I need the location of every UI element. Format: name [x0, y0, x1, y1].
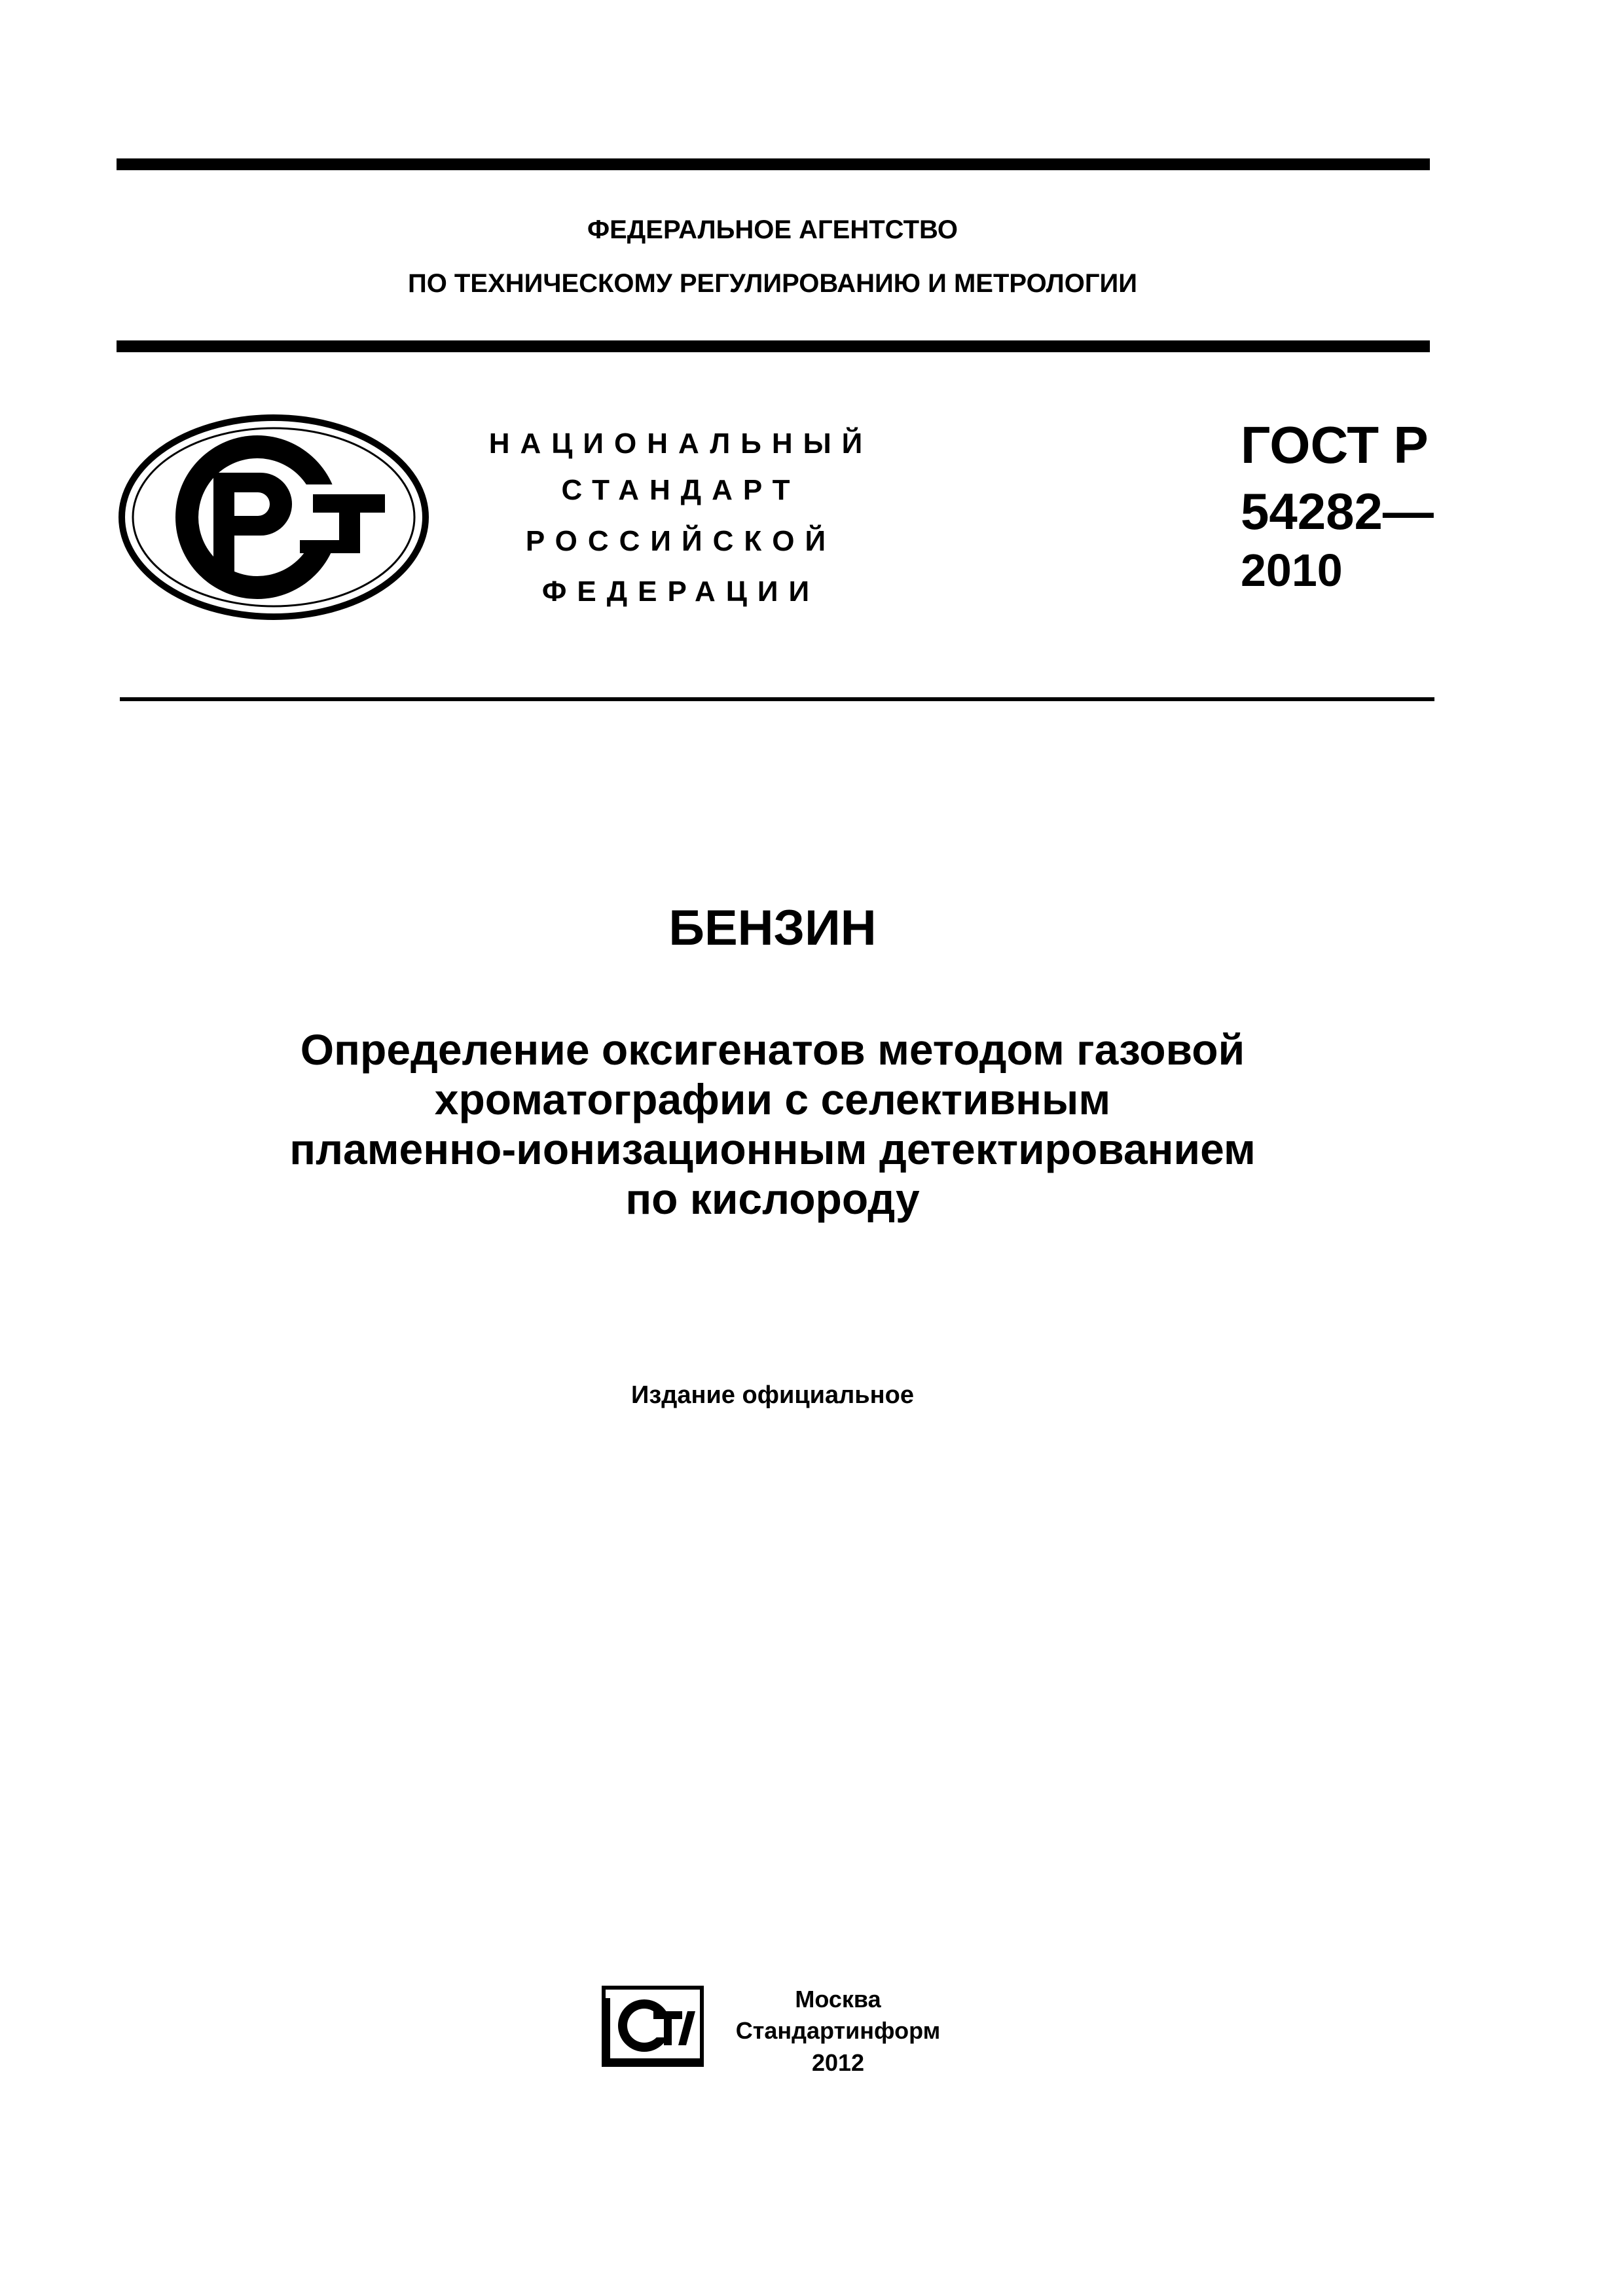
- standartinform-logo: [601, 1985, 706, 2069]
- gost-designation-number: 54282—: [1241, 483, 1434, 540]
- subtitle-line-1: Определение оксигенатов методом газовой: [300, 1025, 1245, 1074]
- gost-r-logo: [117, 412, 431, 622]
- document-subtitle: [0, 1025, 1545, 1224]
- document-title: БЕНЗИН: [668, 900, 877, 956]
- subtitle-line-3: пламенно-ионизационным детектированием: [289, 1125, 1256, 1173]
- national-line-3: РОССИЙСКОЙ: [525, 525, 837, 557]
- gost-r-mark-icon: [117, 412, 431, 622]
- national-line-1: НАЦИОНАЛЬНЫЙ: [488, 428, 873, 460]
- agency-bottom-rule: [117, 340, 1430, 352]
- subtitle-line-4: по кислороду: [625, 1175, 920, 1223]
- standard-block-bottom-rule: [120, 697, 1434, 701]
- national-line-2: СТАНДАРТ: [561, 474, 801, 506]
- publisher-city: Москва: [795, 1986, 881, 2013]
- national-line-4: ФЕДЕРАЦИИ: [541, 575, 820, 608]
- publisher-year: 2012: [811, 2049, 865, 2076]
- top-rule: [117, 158, 1430, 170]
- gost-designation-prefix: ГОСТ Р: [1241, 416, 1429, 474]
- agency-line-2: ПО ТЕХНИЧЕСКОМУ РЕГУЛИРОВАНИЮ И МЕТРОЛОГИИ: [407, 269, 1138, 298]
- publisher-name: Стандартинформ: [735, 2017, 941, 2044]
- subtitle-line-2: хроматографии с селективным: [434, 1075, 1111, 1123]
- edition-label: Издание официальное: [631, 1381, 914, 1409]
- agency-line-1: ФЕДЕРАЛЬНОЕ АГЕНТСТВО: [587, 215, 958, 244]
- gost-designation-year: 2010: [1241, 545, 1343, 596]
- standartinform-icon: [601, 1985, 706, 2069]
